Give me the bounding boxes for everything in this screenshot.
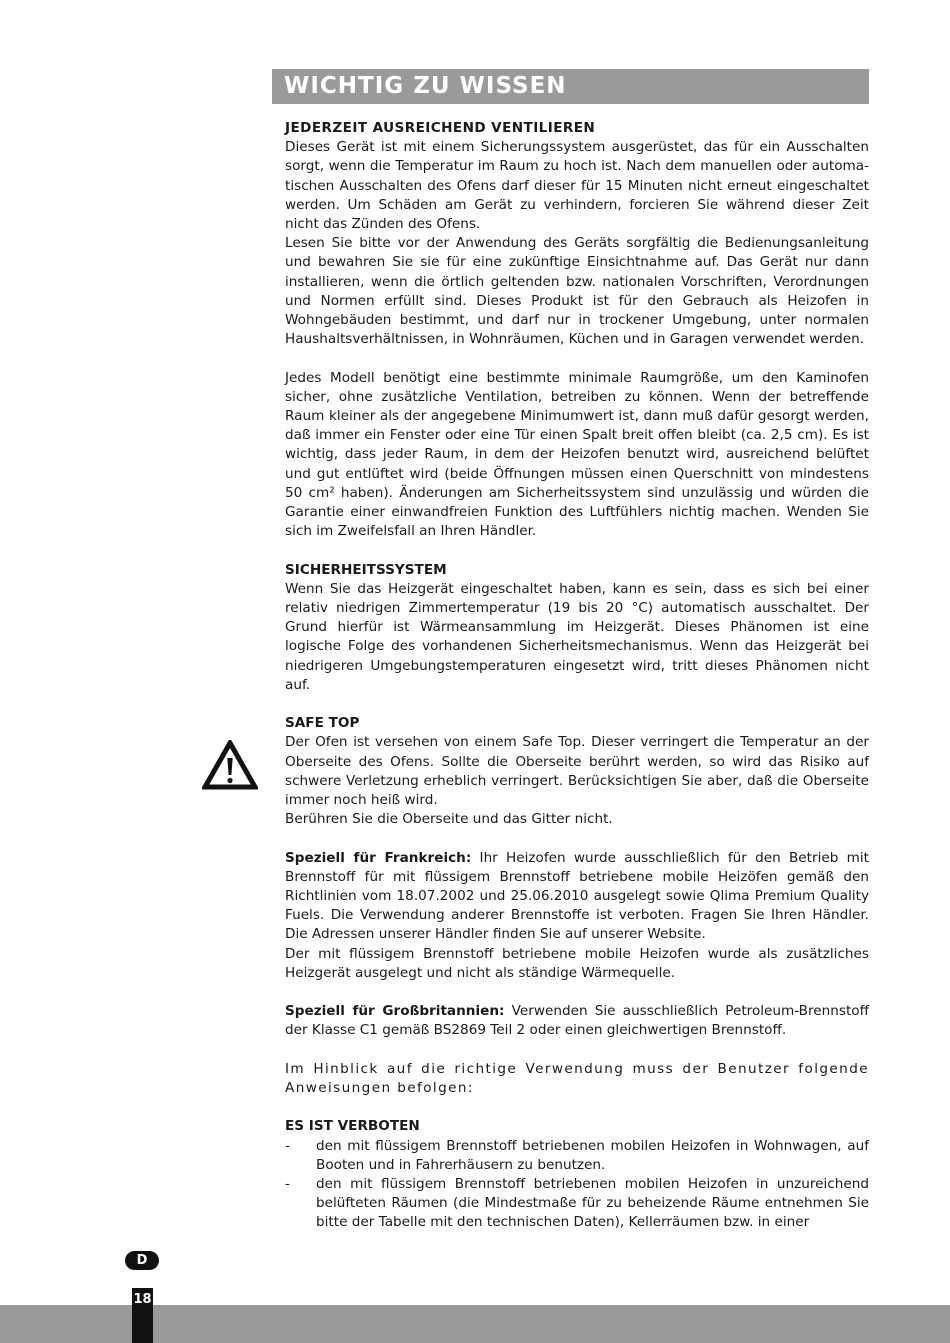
france-text: Ihr Heizofen wurde ausschließlich für den Betrieb mit Brennstoff für mit flüssigem Brennstoff betriebene mobile Heizöfen gemäß den Richtlinien vom 18.07.2002 und 25.06.2010 ausgelegt sowie Qlima Premium Quality Fuels. Die Verwendung anderer Brennstoffe ist verboten. Fragen Sie Ihren Händler. Die Adressen unserer Händler finden Sie auf unserer Website. [285,849,869,943]
ventilation-paragraph-3: Jedes Modell benötigt eine bestimmte minimale Raumgröße, um den Kaminofen sicher, ohne zusätzliche Ventilation, betreiben zu können. Wenn der betreffende Raum kleiner als der angegebene Minimumwert ist, dann muß dafür gesorgt werden, daß immer ein Fenster oder eine Tür einen Spalt breit offen bleibt (ca. 2,5 cm). Es ist wichtig, dass jeder Raum, in dem der Heizofen benutzt wird, ausreichend belüftet und gut entlüftet wird (beide Öffnungen müssen einen Querschnitt von mindestens 50 cm² haben). Änderungen am Sicherheitssystem sind unzulässig und würden die Garantie einer einwandfreien Funktion des Luftfühlers nichtig machen. Wenden Sie sich im Zweifelsfall an Ihren Händler. [285,369,869,540]
safetop-paragraph-1: Der Ofen ist versehen von einem Safe Top. Dieser verringert die Temperatur an der Oberseite des Ofens. Sollte die Oberseite berührt werden, so wird das Risiko auf schwere Verletzung erheblich verringert. Berücksichtigen Sie aber, daß die Oberseite immer noch heiß wird. [285,734,869,809]
safety-paragraph: Wenn Sie das Heizgerät eingeschaltet haben, kann es sein, dass es sich bei einer relativ niedrigen Zimmertemperatur (19 bis 20 °C) automatisch ausschaltet. Der Grund hierfür ist Wärmeansammlung im Heizgerät. Dieses Phänomen ist eine logische Folge des vorhandenen Sicherheitsmechanismus. Wenn das Heizgerät bei niedrigeren Umgebungstemperaturen eingesetzt wird, tritt dieses Phänomen nicht auf. [285,580,869,693]
list-dash: - [285,1176,290,1193]
banner-title: WICHTIG ZU WISSEN [284,73,567,99]
heading-safe-top: SAFE TOP [285,715,360,732]
heading-ventilation: JEDERZEIT AUSREICHEND VENTILIEREN [285,120,596,136]
ventilation-paragraph-2: Lesen Sie bitte vor der Anwendung des Geräts sorgfältig die Bedienungsanleitung und bewahren Sie sie für eine zukünftige Einsichtnahme auf. Das Gerät nur dann installieren, wenn die örtlich geltenden bzw. nationalen Vorschriften, Verordnungen und Normen erfüllt sind. Dieses Produkt ist für den Gebrauch als Heizofen in Wohngebäuden bestimmt, und darf nur in trockener Umgebung, unter normalen Haushaltsverhältnissen, in Wohnräumen, Küchen und in Garagen verwendet werden. [285,235,869,348]
safetop-paragraph-2: Berühren Sie die Oberseite und das Gitter nicht. [285,811,613,828]
britain-text: Verwenden Sie ausschließlich Petroleum-Brennstoff der Klasse C1 gemäß BS2869 Teil 2 oder einen gleichwertigen Brennstoff. [285,1003,869,1039]
france-paragraph-2: Der mit flüssigem Brennstoff betriebene mobile Heizofen wurde als zusätzliches Heizgerät ausgelegt und nicht als ständige Wärmequelle. [285,945,869,981]
usage-paragraph: Im Hinblick auf die richtige Verwendung muss der Benutzer folgende Anweisungen befolgen: [285,1060,869,1097]
ventilation-paragraph-1: Dieses Gerät ist mit einem Sicherungssystem ausgerüstet, das für ein Ausschalten sorgt, wenn die Temperatur im Raum zu hoch ist. Nach dem manuellen oder automatischen Ausschalten des Ofens darf dieser für 15 Minuten nicht erneut eingeschaltet werden. Um Schäden am Gerät zu verhindern, forcieren Sie während dieser Zeit nicht das Zünden des Ofens. [285,139,869,233]
britain-paragraph [285,1002,869,1040]
main-content [285,119,869,1233]
britain-label: Speziell für Großbritannien: [285,1003,505,1020]
france-paragraph [285,849,869,945]
language-badge: D [125,1251,159,1270]
forbidden-list [285,1137,869,1233]
list-dash: - [285,1137,290,1154]
heading-forbidden: ES IST VERBOTEN [285,1118,420,1135]
warning-triangle-icon [202,740,258,790]
list-item [285,1175,869,1233]
page-number: 18 [132,1288,153,1343]
france-label: Speziell für Frankreich: [285,849,472,866]
list-item-text: den mit flüssigem Brennstoff betriebenen mobilen Heizofen in Wohnwagen, auf Booten und in Fahrerhäusern zu benutzen. [316,1137,869,1173]
heading-safety-system: SICHERHEITSSYSTEM [285,561,447,578]
section-banner [272,69,869,104]
list-item-text: den mit flüssigem Brennstoff betriebenen mobilen Heizofen in unzureichend belüfteten Räumen (die Mindestmaße für zu beheizende Räume entnehmen Sie bitte der Tabelle mit den technischen Daten), Kellerräumen bzw. in einer [316,1176,869,1231]
list-item [285,1137,869,1175]
